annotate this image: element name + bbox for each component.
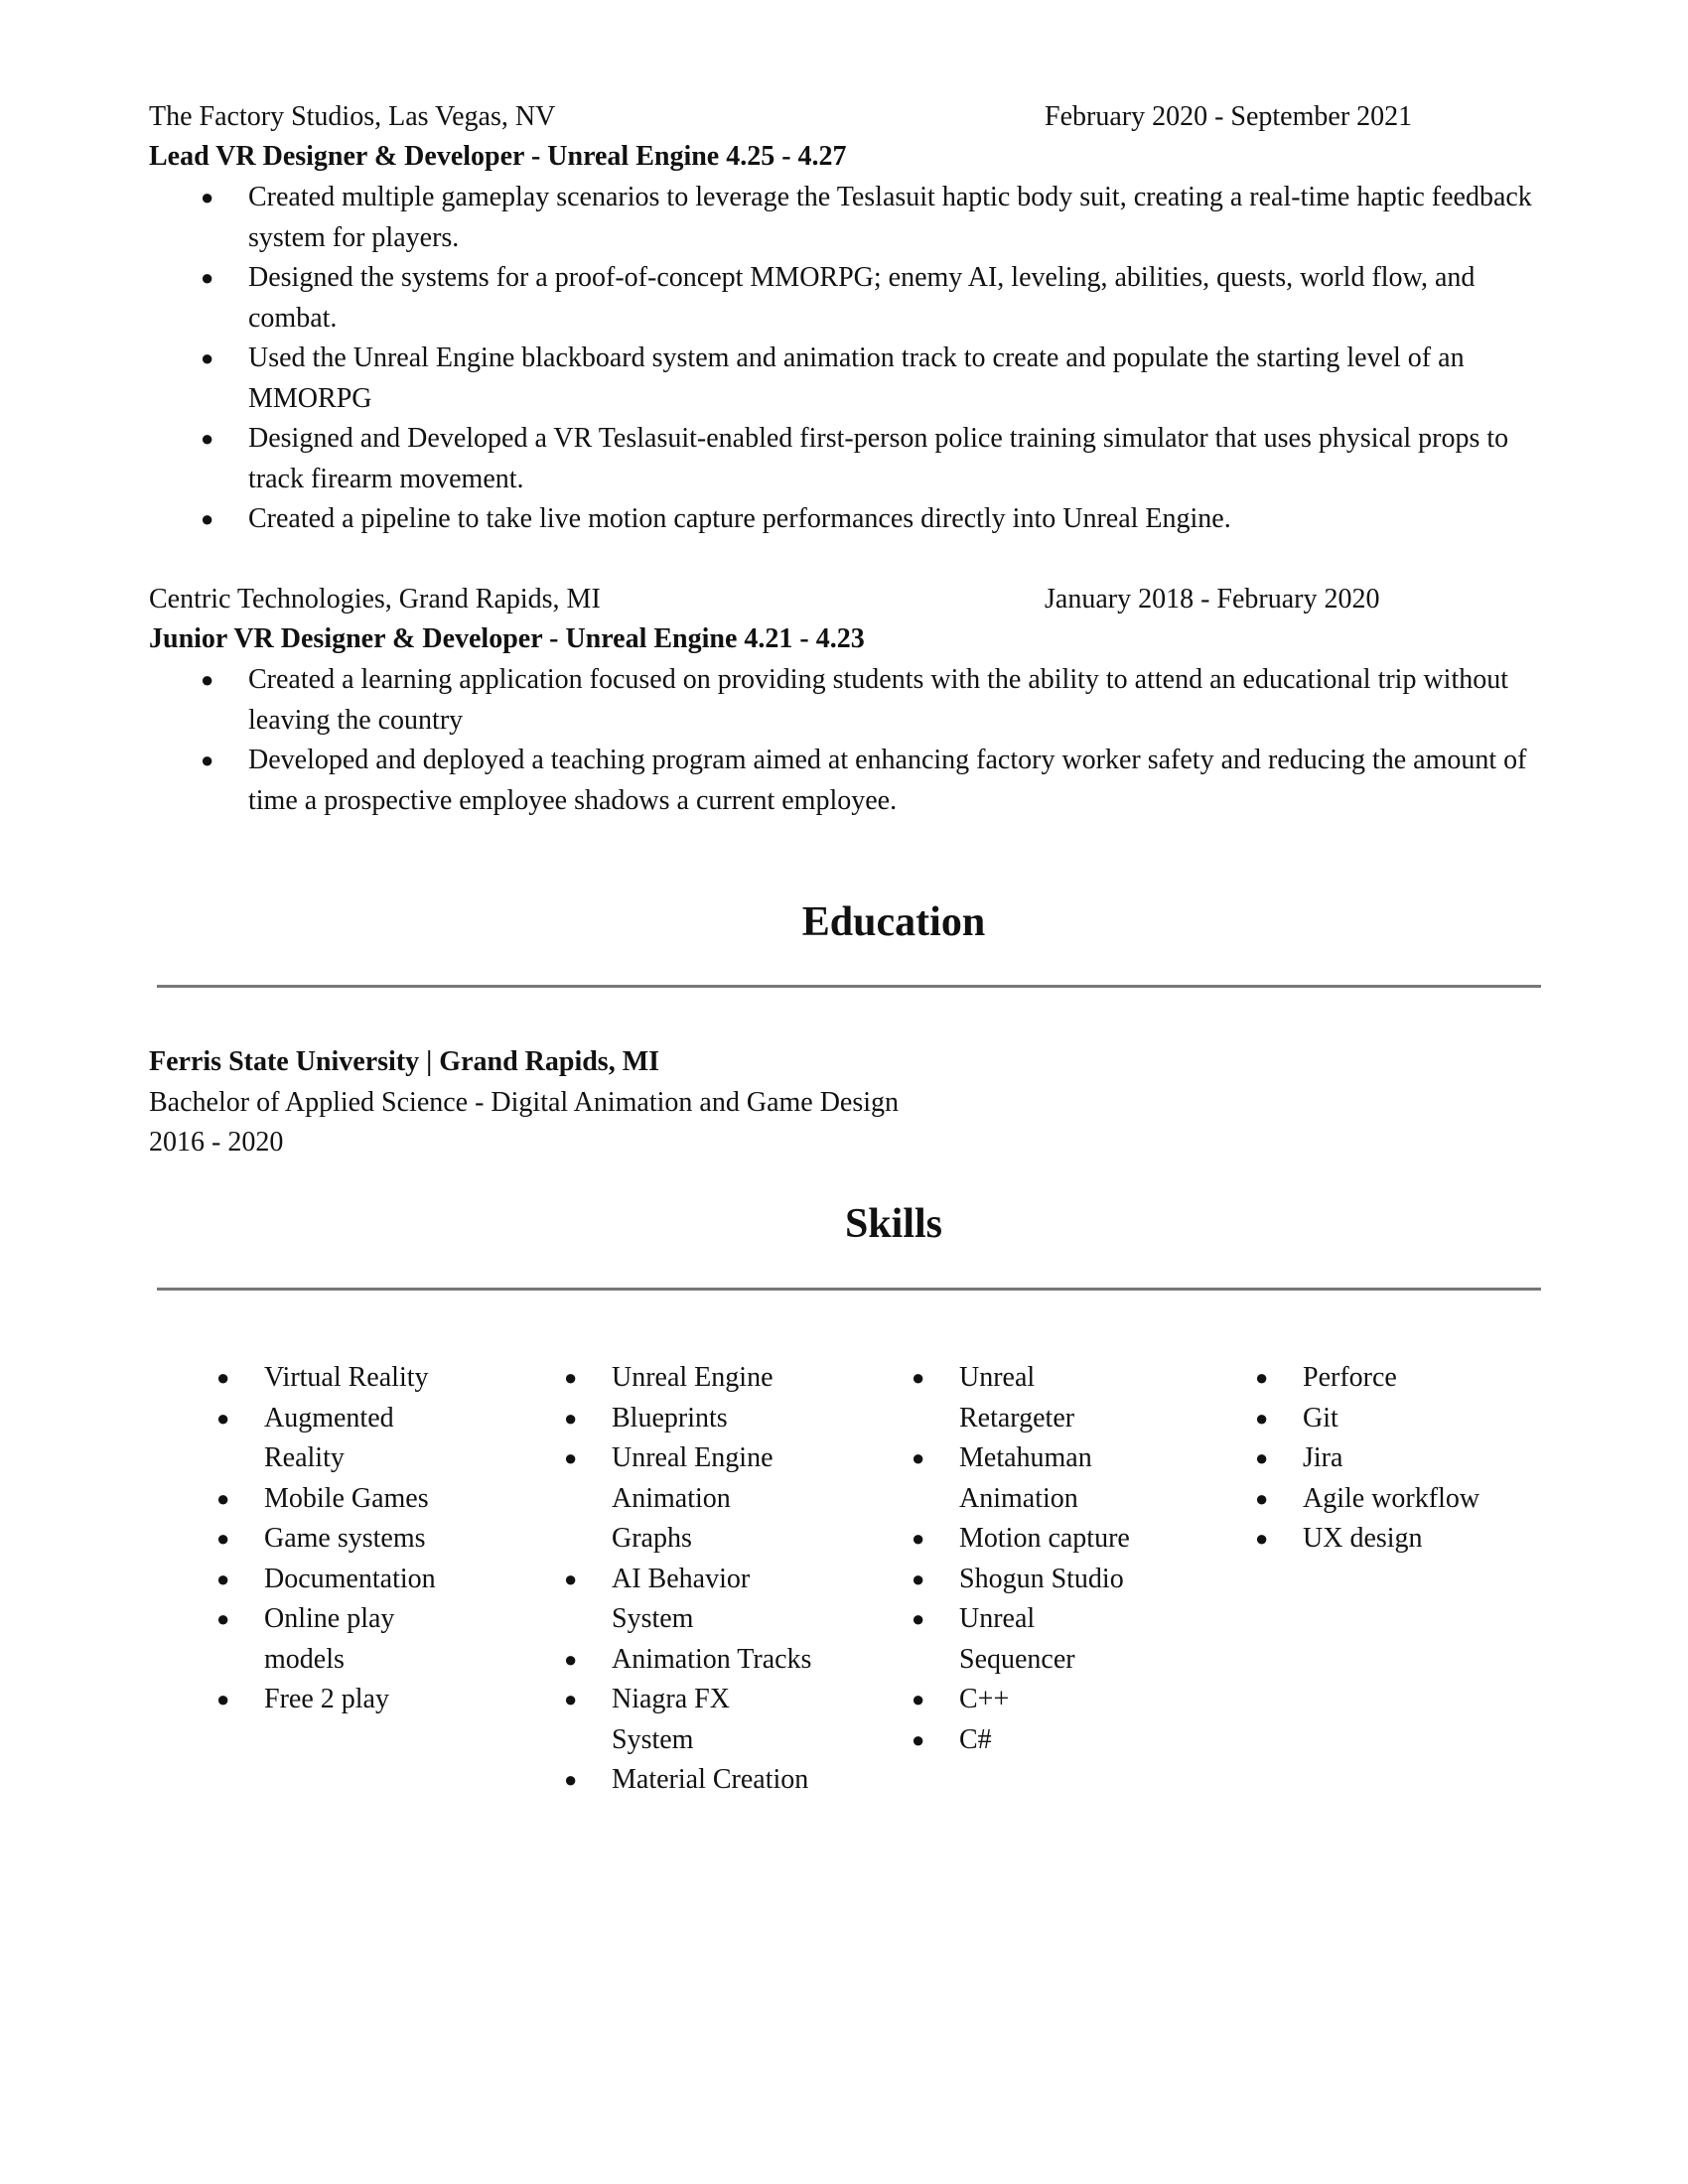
list-item: ● Designed and Developed a VR Teslasuit-enabled first-person police training simulator that uses physical props to track firearm movement.: [149, 419, 1559, 499]
list-item: ● Documentation: [216, 1560, 514, 1600]
bullet-icon: ●: [564, 1646, 578, 1672]
list-item: ● Perforce: [1255, 1358, 1553, 1399]
skills-column-1: [216, 1358, 514, 1720]
bullet-icon: ●: [1255, 1445, 1269, 1470]
bullet-icon: ●: [564, 1687, 578, 1711]
bullet-icon: ●: [912, 1687, 925, 1711]
bullet-icon: ●: [216, 1485, 230, 1511]
education-years: 2016 - 2020: [149, 1127, 284, 1158]
bullet-icon: ●: [201, 265, 214, 290]
list-item: ● Mobile Games: [216, 1479, 514, 1520]
job-company: Centric Technologies, Grand Rapids, MI: [149, 584, 601, 614]
list-item: ● Developed and deployed a teaching program aimed at enhancing factory worker safety and reducing the amount of time a prospective employee shadows a current employee.: [149, 741, 1559, 821]
list-item: ● Jira: [1255, 1438, 1553, 1479]
education-block: [149, 1042, 899, 1163]
bullet-icon: ●: [564, 1405, 578, 1431]
bullet-icon: ●: [564, 1365, 578, 1390]
job-dates: January 2018 - February 2020: [1045, 584, 1380, 614]
school-name: Ferris State University | Grand Rapids, MI: [149, 1046, 660, 1077]
bullet-icon: ●: [201, 426, 214, 451]
skills-heading: Skills: [844, 1201, 943, 1247]
skills-column-4: [1255, 1358, 1553, 1560]
bullet-icon: ●: [912, 1445, 925, 1470]
list-item: ● Virtual Reality: [216, 1358, 514, 1399]
bullet-icon: ●: [201, 506, 214, 531]
job-bullets-centric: [149, 660, 1559, 821]
list-item: ● Unreal Sequencer: [912, 1599, 1199, 1680]
job-company: The Factory Studios, Las Vegas, NV: [149, 101, 556, 132]
job-title: Lead VR Designer & Developer - Unreal Engine 4.25 - 4.27: [149, 141, 847, 172]
list-item: ● C++: [912, 1680, 1199, 1720]
list-item: ● Blueprints: [564, 1399, 882, 1439]
bullet-icon: ●: [1255, 1526, 1269, 1551]
list-item: ● Augmented Reality: [216, 1399, 514, 1479]
list-item: ● C#: [912, 1720, 1199, 1761]
bullet-icon: ●: [216, 1606, 230, 1631]
list-item: ● Free 2 play: [216, 1680, 514, 1720]
list-item: ● Animation Tracks: [564, 1640, 882, 1681]
bullet-icon: ●: [201, 185, 214, 209]
list-item: ● Online play models: [216, 1599, 514, 1680]
bullet-icon: ●: [564, 1566, 578, 1591]
bullet-icon: ●: [201, 748, 214, 772]
list-item: ● Created multiple gameplay scenarios to leverage the Teslasuit haptic body suit, creating a real-time haptic feedback system for players.: [149, 178, 1559, 258]
list-item: ● UX design: [1255, 1519, 1553, 1560]
bullet-icon: ●: [912, 1365, 925, 1390]
list-item: ● Unreal Engine Animation Graphs: [564, 1438, 882, 1560]
bullet-icon: ●: [216, 1526, 230, 1551]
education-divider: [157, 985, 1541, 988]
list-item: ● Used the Unreal Engine blackboard system and animation track to create and populate the starting level of an MMORPG: [149, 339, 1559, 419]
skills-column-3: [912, 1358, 1199, 1760]
bullet-icon: ●: [1255, 1405, 1269, 1431]
list-item: ● Niagra FX System: [564, 1680, 882, 1760]
list-item: ● Game systems: [216, 1519, 514, 1560]
list-item: ● AI Behavior System: [564, 1560, 882, 1640]
bullet-icon: ●: [564, 1445, 578, 1470]
list-item: ● Agile workflow: [1255, 1479, 1553, 1520]
job-bullets-factory-studios: [149, 178, 1559, 540]
bullet-icon: ●: [912, 1566, 925, 1591]
list-item: ● Unreal Retargeter: [912, 1358, 1199, 1438]
skills-divider: [157, 1288, 1541, 1291]
bullet-icon: ●: [216, 1687, 230, 1711]
list-item: ● Motion capture: [912, 1519, 1199, 1560]
bullet-icon: ●: [216, 1566, 230, 1591]
list-item: ● Created a learning application focused on providing students with the ability to attend an educational trip without leaving the country: [149, 660, 1559, 741]
skills-column-2: [564, 1358, 882, 1801]
bullet-icon: ●: [201, 345, 214, 370]
list-item: ● Shogun Studio: [912, 1560, 1199, 1600]
list-item: ● Metahuman Animation: [912, 1438, 1199, 1519]
bullet-icon: ●: [564, 1767, 578, 1792]
bullet-icon: ●: [1255, 1365, 1269, 1390]
bullet-icon: ●: [1255, 1485, 1269, 1511]
list-item: ● Created a pipeline to take live motion capture performances directly into Unreal Engine.: [149, 499, 1559, 540]
bullet-icon: ●: [216, 1365, 230, 1390]
education-heading: Education: [801, 899, 986, 945]
degree: Bachelor of Applied Science - Digital Animation and Game Design: [149, 1086, 900, 1118]
list-item: ● Material Creation: [564, 1760, 882, 1801]
bullet-icon: ●: [216, 1405, 230, 1431]
bullet-icon: ●: [912, 1726, 925, 1752]
job-dates: February 2020 - September 2021: [1045, 101, 1413, 132]
bullet-icon: ●: [201, 667, 214, 692]
bullet-icon: ●: [912, 1606, 925, 1631]
list-item: ● Designed the systems for a proof-of-concept MMORPG; enemy AI, leveling, abilities, quests, world flow, and combat.: [149, 258, 1559, 339]
bullet-icon: ●: [912, 1526, 925, 1551]
list-item: ● Unreal Engine: [564, 1358, 882, 1399]
job-title: Junior VR Designer & Developer - Unreal Engine 4.21 - 4.23: [149, 623, 865, 654]
list-item: ● Git: [1255, 1399, 1553, 1439]
